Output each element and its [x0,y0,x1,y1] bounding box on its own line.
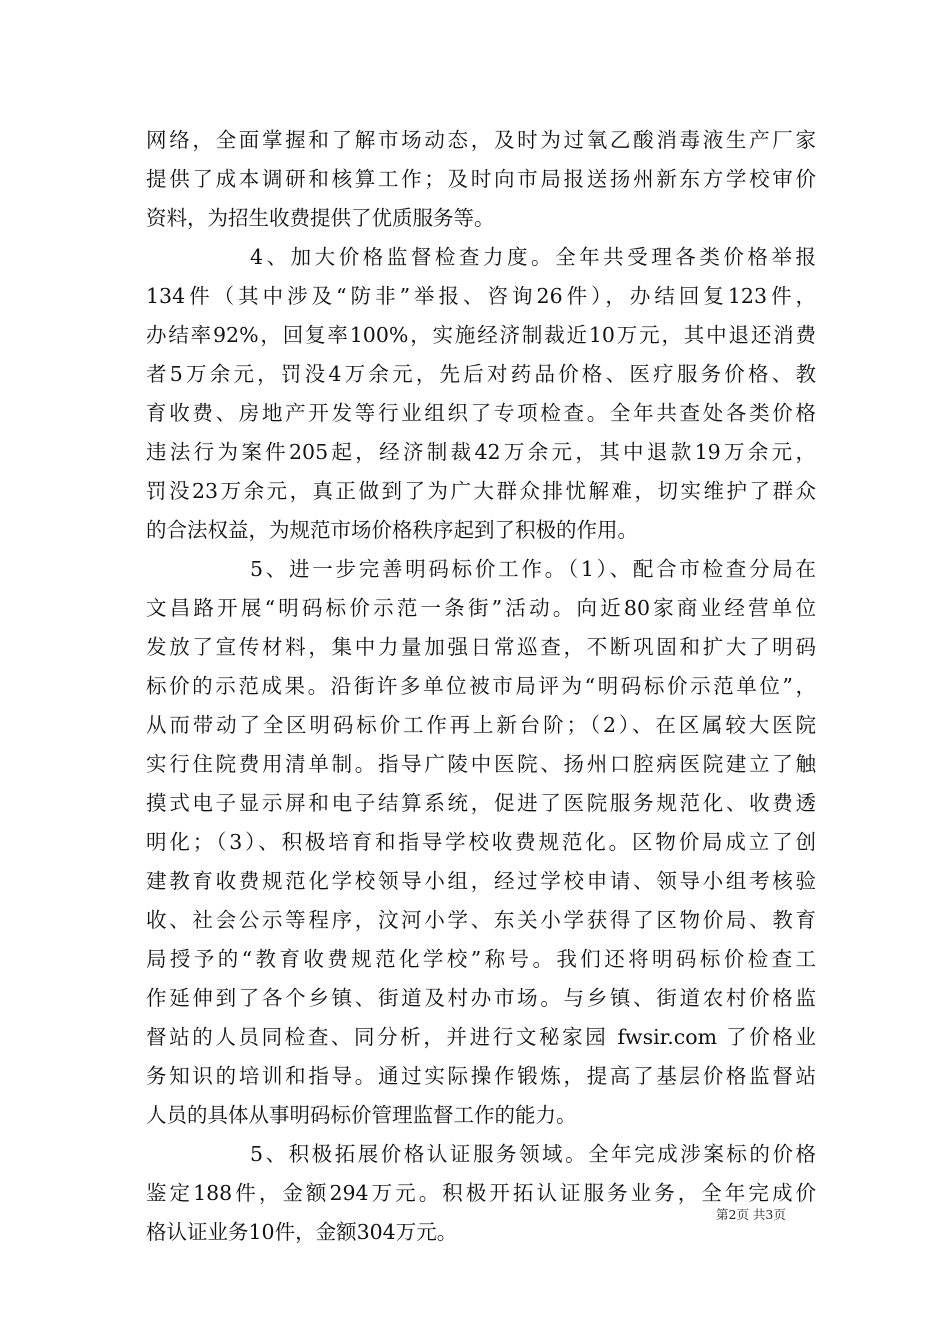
text-line: 的合法权益，为规范市场价格秩序起到了积极的作用。 [146,518,638,542]
text-line: 局授予的“教育收费规范化学校”称号。我们还将明码标价检查工 [146,947,816,971]
text-line: 人员的具体从事明码标价管理监督工作的能力。 [146,1103,577,1127]
text-line: 者5万余元，罚没4万余元，先后对药品价格、医疗服务价格、教 [146,362,816,386]
document-body [146,121,816,1252]
text-line: 格认证业务10件，金额304万元。 [146,1220,458,1244]
paragraph-2 [146,238,816,550]
text-line: 标价的示范成果。沿街许多单位被市局评为“明码标价示范单位”， [146,674,816,698]
paragraph-1 [146,121,816,238]
text-line: 4、加大价格监督检查力度。全年共受理各类价格举报 [250,245,816,269]
text-line: 育收费、房地产开发等行业组织了专项检查。全年共查处各类价格 [146,401,816,425]
text-line: 罚没23万余元，真正做到了为广大群众排忧解难，切实维护了群众 [146,479,816,503]
text-line: 5、积极拓展价格认证服务领域。全年完成涉案标的价格 [250,1142,816,1166]
text-line: 摸式电子显示屏和电子结算系统，促进了医院服务规范化、收费透 [146,791,816,815]
text-line: 明化；（3）、积极培育和指导学校收费规范化。区物价局成立了创 [146,830,816,854]
text-line: 资料，为招生收费提供了优质服务等。 [146,206,495,230]
text-line: 违法行为案件205起，经济制裁42万余元，其中退款19万余元， [146,440,816,464]
text-line: 建教育收费规范化学校领导小组，经过学校申请、领导小组考核验 [146,869,816,893]
text-line: 文昌路开展“明码标价示范一条街”活动。向近80家商业经营单位 [146,596,816,620]
text-line: 5、进一步完善明码标价工作。（1）、配合市检查分局在 [250,557,816,581]
text-line: 作延伸到了各个乡镇、街道及村办市场。与乡镇、街道农村价格监 [146,986,816,1010]
text-line: 务知识的培训和指导。通过实际操作锻炼，提高了基层价格监督站 [146,1064,816,1088]
text-line: 鉴定188件，金额294万元。积极开拓认证服务业务，全年完成价 [146,1181,816,1205]
text-line: 实行住院费用清单制。指导广陵中医院、扬州口腔病医院建立了触 [146,752,816,776]
text-line: 收、社会公示等程序，汶河小学、东关小学获得了区物价局、教育 [146,908,816,932]
text-line: 督站的人员同检查、同分析，并进行文秘家园 fwsir.com 了价格业 [146,1025,816,1049]
text-line: 提供了成本调研和核算工作；及时向市局报送扬州新东方学校审价 [146,167,816,191]
text-line: 134件（其中涉及“防非”举报、咨询26件），办结回复123件， [146,284,816,308]
paragraph-3 [146,550,816,1135]
text-line: 办结率92%，回复率100%，实施经济制裁近10万元，其中退还消费 [146,323,816,347]
page-number-footer: 第2页 共3页 [716,1207,786,1222]
paragraph-4 [146,1135,816,1252]
text-line: 网络，全面掌握和了解市场动态，及时为过氧乙酸消毒液生产厂家 [146,128,816,152]
text-line: 发放了宣传材料，集中力量加强日常巡查，不断巩固和扩大了明码 [146,635,816,659]
text-line: 从而带动了全区明码标价工作再上新台阶；（2）、在区属较大医院 [146,713,816,737]
